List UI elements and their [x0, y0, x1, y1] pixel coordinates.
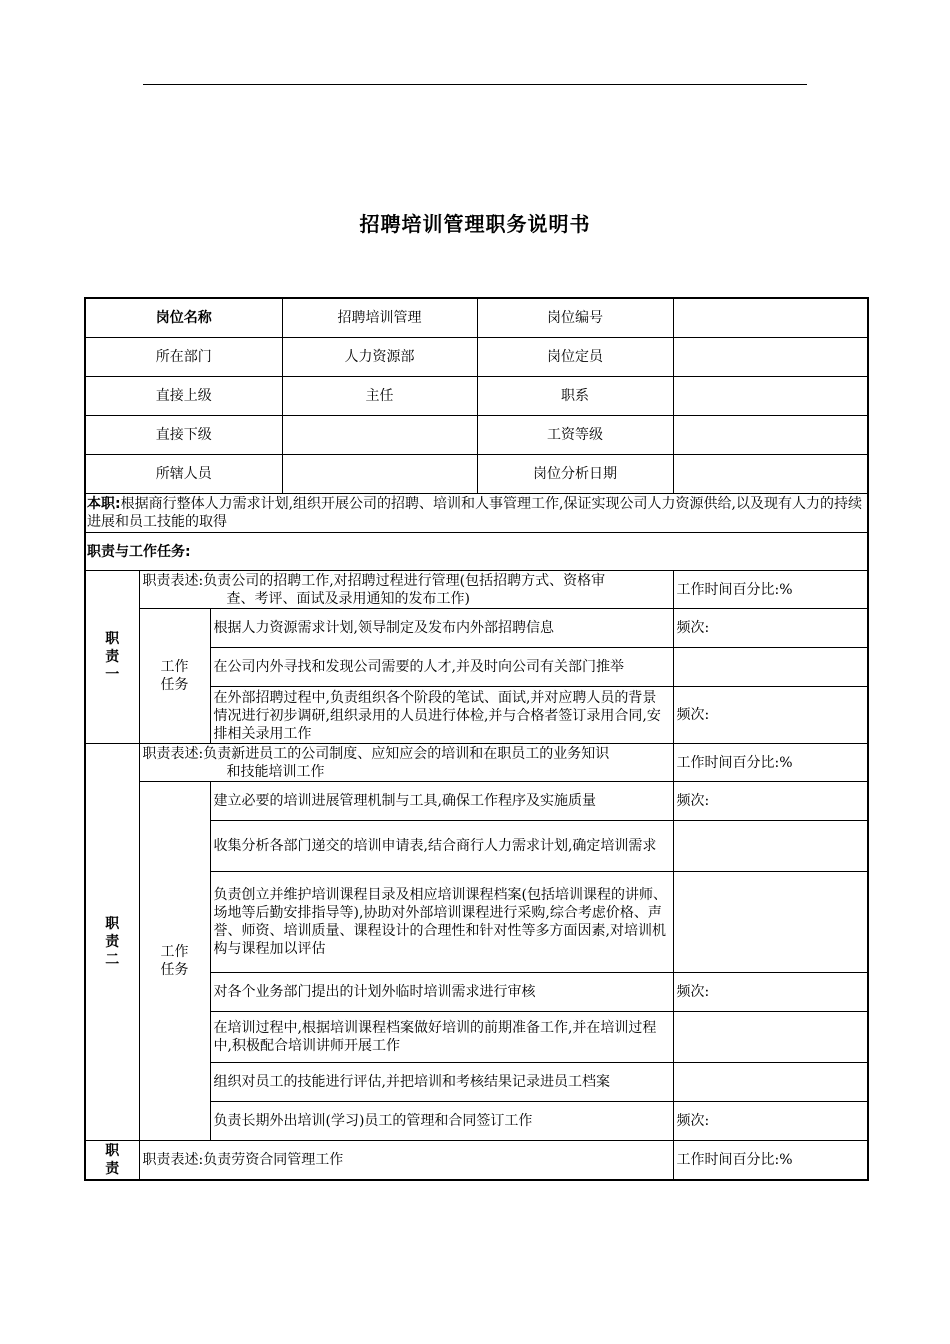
row-main-duty: [85, 494, 868, 533]
r2-freq-1: 频次:: [673, 782, 868, 821]
r1-desc-prefix: 职责表述:: [142, 572, 204, 589]
r2-task-label: 工作任务: [139, 782, 210, 1141]
r1-freq-3: 频次:: [673, 687, 868, 744]
row-superior: [85, 377, 868, 416]
document-title: 招聘培训管理职务说明书: [359, 212, 591, 236]
r2-task-1: 建立必要的培训进展管理机制与工具,确保工作程序及实施质量: [210, 782, 673, 821]
r1-desc-line1: 负责公司的招聘工作,对招聘过程进行管理(包括招聘方式、资格审: [203, 572, 606, 589]
label-staff: 所辖人员: [85, 455, 282, 494]
main-duty: [85, 494, 868, 533]
section-title: 职责与工作任务:: [85, 533, 868, 571]
r2-task-6: 组织对员工的技能进行评估,并把培训和考核结果记录进员工档案: [210, 1063, 673, 1102]
r2-freq-2: [673, 821, 868, 872]
r1-time-pct: 工作时间百分比:%: [673, 571, 868, 609]
r1-freq-1: 频次:: [673, 609, 868, 648]
r1-task-1: 根据人力资源需求计划,领导制定及发布内外部招聘信息: [210, 609, 673, 648]
label-subordinate: 直接下级: [85, 416, 282, 455]
value-position-name: 招聘培训管理: [282, 298, 477, 338]
r1-task-row: [85, 609, 868, 648]
r1-name: 职责一: [85, 571, 139, 744]
r3-desc-text: 负责劳资合同管理工作: [203, 1152, 344, 1168]
r3-name: 职责: [85, 1141, 139, 1181]
r1-task-2: 在公司内外寻找和发现公司需要的人才,并及时向公司有关部门推举: [210, 648, 673, 687]
value-analysis-date: [673, 455, 868, 494]
r1-task-3: 在外部招聘过程中,负责组织各个阶段的笔试、面试,并对应聘人员的背景情况进行初步调研,组织录用的人员进行体检,并与合格者签订录用合同,安排相关录用工作: [210, 687, 673, 744]
label-headcount: 岗位定员: [477, 338, 673, 377]
job-description-table: [84, 297, 869, 1181]
r2-task-7: 负责长期外出培训(学习)员工的管理和合同签订工作: [210, 1102, 673, 1141]
r2-task-3: 负责创立并维护培训课程目录及相应培训课程档案(包括培训课程的讲师、场地等后勤安排指导等),协助对外部培训课程进行采购,综合考虑价格、声誉、师资、培训质量、课程设计的合理性和针对性等多方面因素,对培训机构与课程加以评估: [210, 872, 673, 973]
r2-task-row: [85, 782, 868, 821]
label-job-family: 职系: [477, 377, 673, 416]
value-department: 人力资源部: [282, 338, 477, 377]
label-salary-grade: 工资等级: [477, 416, 673, 455]
r2-desc: [139, 744, 673, 782]
value-position-code: [673, 298, 868, 338]
r2-freq-4: 频次:: [673, 973, 868, 1012]
r2-time-pct: 工作时间百分比:%: [673, 744, 868, 782]
label-analysis-date: 岗位分析日期: [477, 455, 673, 494]
r1-task-label: 工作任务: [139, 609, 210, 744]
r2-task-2: 收集分析各部门递交的培训申请表,结合商行人力需求计划,确定培训需求: [210, 821, 673, 872]
r2-name: 职责二: [85, 744, 139, 1141]
value-subordinate: [282, 416, 477, 455]
r2-freq-6: [673, 1063, 868, 1102]
r1-freq-2: [673, 648, 868, 687]
r2-freq-5: [673, 1012, 868, 1063]
row-department: [85, 338, 868, 377]
row-position-name: [85, 298, 868, 338]
value-job-family: [673, 377, 868, 416]
r3-desc: [139, 1141, 673, 1181]
main-duty-label: 本职:: [87, 496, 121, 512]
r2-task-5: 在培训过程中,根据培训课程档案做好培训的前期准备工作,并在培训过程中,积极配合培训讲师开展工作: [210, 1012, 673, 1063]
r2-freq-3: [673, 872, 868, 973]
row-staff: [85, 455, 868, 494]
label-superior: 直接上级: [85, 377, 282, 416]
row-subordinate: [85, 416, 868, 455]
value-salary-grade: [673, 416, 868, 455]
r2-task-4: 对各个业务部门提出的计划外临时培训需求进行审核: [210, 973, 673, 1012]
value-superior: 主任: [282, 377, 477, 416]
r3-desc-prefix: 职责表述:: [142, 1152, 204, 1168]
r2-desc-line1: 负责新进员工的公司制度、应知应会的培训和在职员工的业务知识: [203, 745, 610, 762]
main-duty-text: 根据商行整体人力需求计划,组织开展公司的招聘、培训和人事管理工作,保证实现公司人力资源供给,以及现有人力的持续进展和员工技能的取得: [87, 496, 862, 530]
r2-desc-row: [85, 744, 868, 782]
label-position-code: 岗位编号: [477, 298, 673, 338]
r1-desc: [139, 571, 673, 609]
value-headcount: [673, 338, 868, 377]
header-rule: [143, 84, 807, 85]
r1-desc-line2: 查、考评、面试及录用通知的发布工作): [226, 590, 470, 607]
row-section-title: [85, 533, 868, 571]
r2-desc-line2: 和技能培训工作: [226, 763, 325, 780]
r1-desc-row: [85, 571, 868, 609]
label-department: 所在部门: [85, 338, 282, 377]
r3-desc-row: [85, 1141, 868, 1181]
r2-freq-7: 频次:: [673, 1102, 868, 1141]
r3-time-pct: 工作时间百分比:%: [673, 1141, 868, 1181]
value-staff: [282, 455, 477, 494]
r2-desc-prefix: 职责表述:: [142, 745, 204, 762]
label-position-name: 岗位名称: [85, 298, 282, 338]
